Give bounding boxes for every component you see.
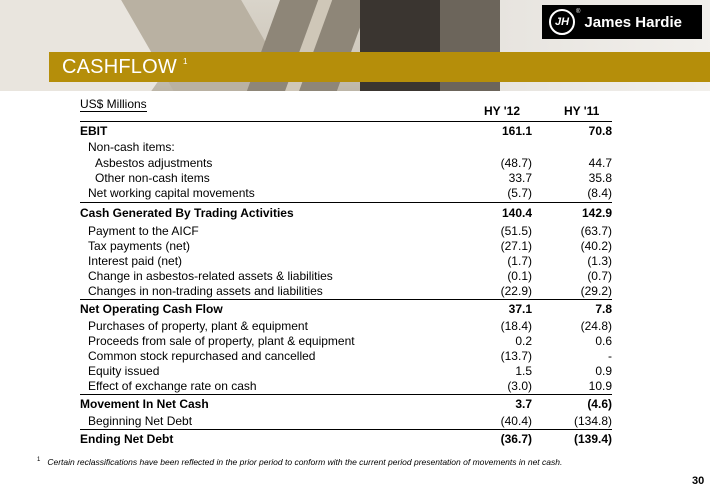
row-value-hy12: 1.5 xyxy=(515,364,532,378)
row-label: Non-cash items: xyxy=(88,140,175,154)
row-label: Tax payments (net) xyxy=(88,239,191,253)
row-label: Interest paid (net) xyxy=(88,254,183,268)
row-value-hy11: 44.7 xyxy=(588,156,612,170)
row-value-hy12: 0.2 xyxy=(515,334,532,348)
row-value-hy11: (134.8) xyxy=(573,414,612,428)
row-value-hy12: 3.7 xyxy=(515,397,532,411)
section-rule xyxy=(80,299,612,300)
section-rule xyxy=(80,429,612,430)
footnote xyxy=(37,457,562,467)
row-value-hy12: (40.4) xyxy=(500,414,532,428)
row-value-hy11: (8.4) xyxy=(587,186,612,200)
row-value-hy12: (5.7) xyxy=(507,186,532,200)
row-label: Effect of exchange rate on cash xyxy=(88,379,257,393)
row-value-hy12: (22.9) xyxy=(500,284,532,298)
header-rule xyxy=(80,121,612,122)
table-row xyxy=(80,349,612,365)
row-value-hy11: 7.8 xyxy=(595,302,612,316)
row-value-hy12: (51.5) xyxy=(500,224,532,238)
row-label: Payment to the AICF xyxy=(88,224,199,238)
logo-name: James Hardie xyxy=(584,13,682,31)
row-value-hy12: (27.1) xyxy=(500,239,532,253)
footnote-mark: 1 xyxy=(37,457,41,464)
title-bar xyxy=(49,52,710,82)
logo-registered-mark: ® xyxy=(576,9,581,15)
table-row xyxy=(80,397,612,413)
table-row xyxy=(80,171,612,187)
row-value-hy11: (4.6) xyxy=(587,397,612,411)
row-value-hy11: 35.8 xyxy=(588,171,612,185)
table-row xyxy=(80,319,612,335)
table-row xyxy=(80,432,612,448)
row-value-hy12: (0.1) xyxy=(507,269,532,283)
logo-monogram-icon: JH xyxy=(549,9,575,35)
row-value-hy11: (29.2) xyxy=(580,284,612,298)
row-value-hy11: (0.7) xyxy=(587,269,612,283)
row-value-hy11: (40.2) xyxy=(580,239,612,253)
page-title: CASHFLOW xyxy=(62,55,177,78)
title-footnote-mark: 1 xyxy=(182,56,188,66)
row-value-hy12: (48.7) xyxy=(500,156,532,170)
table-row xyxy=(80,224,612,240)
table-row xyxy=(80,334,612,350)
row-label: Proceeds from sale of property, plant & equipment xyxy=(88,334,355,348)
row-label: Ending Net Debt xyxy=(80,432,174,446)
row-value-hy11: 142.9 xyxy=(581,206,612,220)
row-value-hy11: (24.8) xyxy=(580,319,612,333)
row-value-hy12: (3.0) xyxy=(507,379,532,393)
units-label: US$ Millions xyxy=(80,97,147,111)
table-row xyxy=(80,269,612,285)
row-value-hy11: (63.7) xyxy=(580,224,612,238)
footnote-text: Certain reclassifications have been reflected in the prior period to conform with the current period presentation of movements in net cash. xyxy=(47,457,563,467)
table-row xyxy=(80,140,612,156)
row-value-hy11: 0.6 xyxy=(595,334,612,348)
row-label: Cash Generated By Trading Activities xyxy=(80,206,294,220)
row-value-hy11: 70.8 xyxy=(588,124,612,138)
row-value-hy12: 37.1 xyxy=(508,302,532,316)
table-row xyxy=(80,379,612,395)
table-row xyxy=(80,239,612,255)
table-row xyxy=(80,206,612,222)
company-logo xyxy=(542,5,702,39)
row-label: Purchases of property, plant & equipment xyxy=(88,319,308,333)
row-value-hy11: - xyxy=(608,349,612,363)
row-value-hy12: (18.4) xyxy=(500,319,532,333)
row-label: EBIT xyxy=(80,124,108,138)
table-row xyxy=(80,254,612,270)
table-row xyxy=(80,156,612,172)
section-rule xyxy=(80,202,612,203)
page-number: 30 xyxy=(692,475,705,487)
row-label: Asbestos adjustments xyxy=(95,156,213,170)
row-label: Changes in non-trading assets and liabilities xyxy=(88,284,323,298)
row-label: Change in asbestos-related assets & liabilities xyxy=(88,269,333,283)
row-label: Net Operating Cash Flow xyxy=(80,302,223,316)
table-row xyxy=(80,186,612,202)
table-row xyxy=(80,302,612,318)
row-value-hy11: 0.9 xyxy=(595,364,612,378)
table-row xyxy=(80,284,612,300)
row-label: Net working capital movements xyxy=(88,186,255,200)
table-row xyxy=(80,364,612,380)
section-rule xyxy=(80,394,612,395)
row-value-hy12: (36.7) xyxy=(500,432,532,446)
col1-header: HY '12 xyxy=(484,104,520,118)
col2-header: HY '11 xyxy=(564,104,600,118)
row-value-hy11: (139.4) xyxy=(573,432,612,446)
row-label: Beginning Net Debt xyxy=(88,414,193,428)
table-row xyxy=(80,414,612,430)
units-underline xyxy=(80,111,147,112)
row-value-hy12: 140.4 xyxy=(501,206,532,220)
row-value-hy12: (13.7) xyxy=(500,349,532,363)
row-value-hy12: (1.7) xyxy=(507,254,532,268)
row-value-hy12: 161.1 xyxy=(501,124,532,138)
row-label: Movement In Net Cash xyxy=(80,397,209,411)
row-label: Common stock repurchased and cancelled xyxy=(88,349,316,363)
table-row xyxy=(80,124,612,140)
row-value-hy11: 10.9 xyxy=(588,379,612,393)
row-value-hy11: (1.3) xyxy=(587,254,612,268)
row-label: Equity issued xyxy=(88,364,160,378)
row-label: Other non-cash items xyxy=(95,171,210,185)
row-value-hy12: 33.7 xyxy=(508,171,532,185)
